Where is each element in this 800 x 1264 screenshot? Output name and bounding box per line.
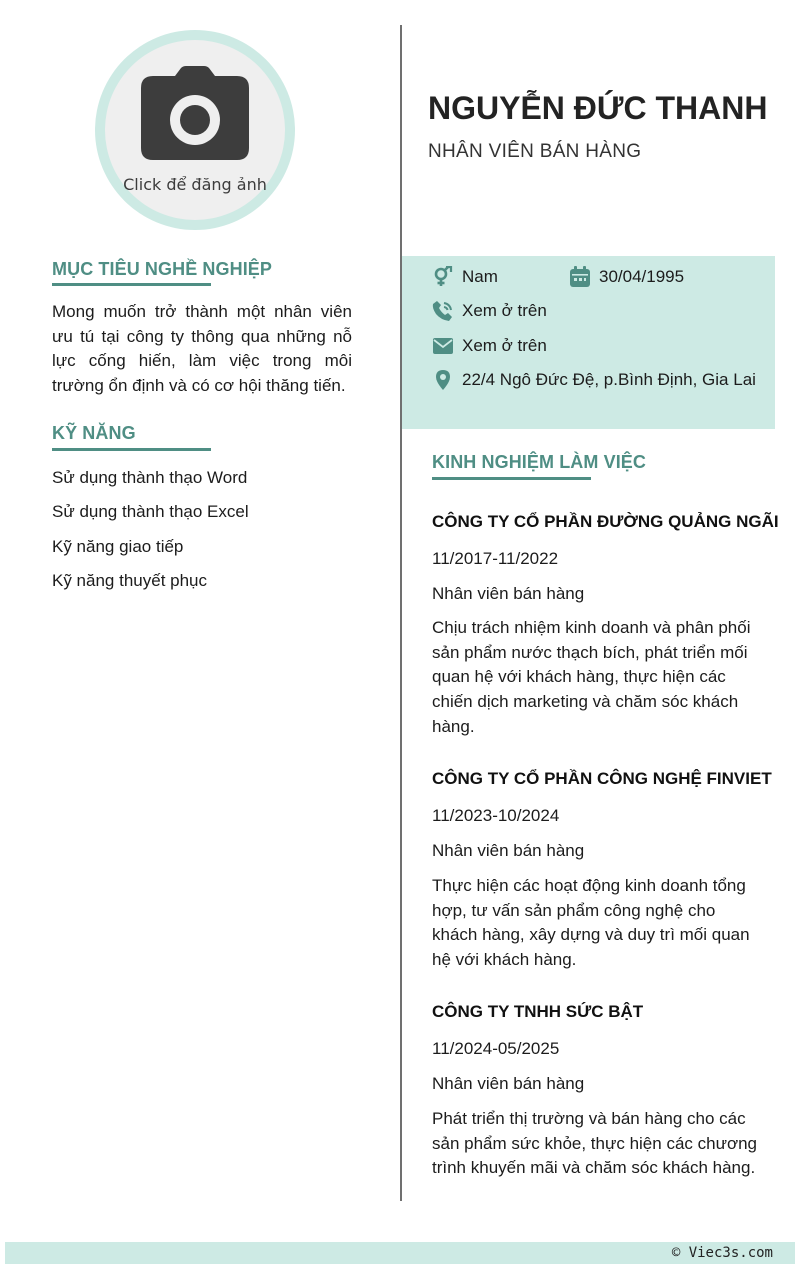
gender-value: Nam (462, 267, 498, 286)
experience-underline (432, 477, 591, 480)
camera-icon (141, 66, 249, 160)
avatar-upload[interactable] (95, 30, 295, 230)
company-name: CÔNG TY CỔ PHẦN ĐƯỜNG QUẢNG NGÃI (432, 512, 779, 531)
job-description: Thực hiện các hoạt động kinh doanh tổng hợp, tư vấn sản phẩm công nghệ cho khách hàng, xây dựng và duy trì mối quan hệ với khách hàng. (432, 876, 750, 970)
candidate-position: NHÂN VIÊN BÁN HÀNG (428, 141, 642, 162)
company-name: CÔNG TY TNHH SỨC BẬT (432, 1002, 644, 1021)
location-pin-icon (432, 369, 454, 391)
calendar-icon (569, 266, 591, 288)
footer-bar (5, 1242, 795, 1264)
gender-icon (432, 266, 454, 288)
skills-underline (52, 448, 211, 451)
company-name: CÔNG TY CỔ PHẦN CÔNG NGHỆ FINVIET (432, 769, 772, 788)
job-period: 11/2024-05/2025 (432, 1039, 560, 1058)
skill-item: Kỹ năng giao tiếp (52, 537, 184, 556)
objective-text: Mong muốn trở thành một nhân viên ưu tú tại công ty thông qua những nỗ lực cống hiến, làm việc trong môi trường ổn định và có cơ hội thăng tiến. (52, 302, 352, 396)
job-period: 11/2017-11/2022 (432, 549, 559, 568)
job-description: Chịu trách nhiệm kinh doanh và phân phối sản phẩm nước thạch bích, phát triển mối quan hệ với khách hàng, thực hiện các chiến dịch marketing và chăm sóc khách hàng. (432, 618, 751, 736)
skills-title: KỸ NĂNG (52, 423, 136, 443)
phone-value: Xem ở trên (462, 301, 547, 320)
experience-title: KINH NGHIỆM LÀM VIỆC (432, 452, 647, 472)
job-role: Nhân viên bán hàng (432, 841, 585, 860)
column-divider (400, 25, 402, 1201)
job-period: 11/2023-10/2024 (432, 806, 560, 825)
job-role: Nhân viên bán hàng (432, 1074, 585, 1093)
avatar-inner (105, 40, 285, 220)
skill-item: Sử dụng thành thạo Excel (52, 502, 249, 521)
email-value: Xem ở trên (462, 336, 547, 355)
phone-icon (432, 300, 454, 322)
skill-item: Kỹ năng thuyết phục (52, 571, 208, 590)
job-description: Phát triển thị trường và bán hàng cho các sản phẩm sức khỏe, thực hiện các chương trình khuyến mãi và chăm sóc khách hàng. (432, 1109, 758, 1178)
objective-title: MỤC TIÊU NGHỀ NGHIỆP (52, 259, 273, 279)
skill-item: Sử dụng thành thạo Word (52, 468, 248, 487)
objective-underline (52, 283, 211, 286)
job-role: Nhân viên bán hàng (432, 584, 585, 603)
candidate-name: NGUYỄN ĐỨC THANH (428, 90, 768, 126)
footer-credit[interactable]: © Viec3s.com (671, 1245, 773, 1261)
address-value: 22/4 Ngô Đức Đệ, p.Bình Định, Gia Lai (462, 370, 756, 389)
email-icon (432, 335, 454, 357)
birthday-value: 30/04/1995 (599, 267, 685, 286)
avatar-label: Click để đăng ảnh (123, 175, 267, 194)
